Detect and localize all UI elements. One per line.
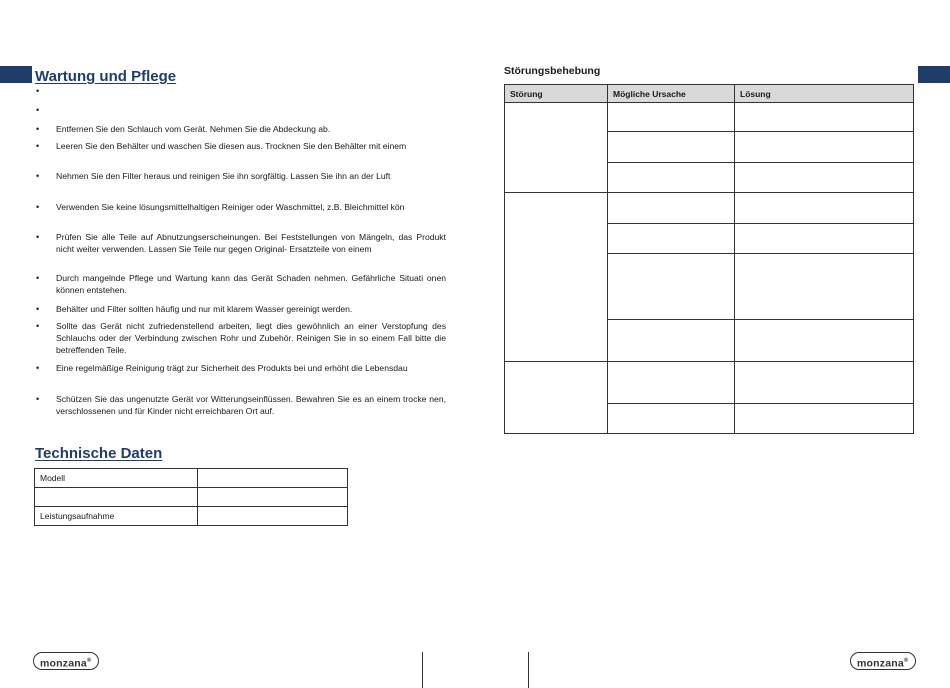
list-item: • Durch mangelnde Pflege und Wartung kann das Gerät Schaden nehmen. Gefährliche Situati onen können entstehen. — [34, 272, 446, 296]
brand-logo-right — [850, 652, 916, 670]
table-cell — [608, 193, 735, 224]
spec-label: Leistungsaufnahme — [35, 507, 198, 526]
list-item: • Leeren Sie den Behälter und waschen Sie diesen aus. Trocknen Sie den Behälter mit einem — [34, 140, 446, 152]
spec-value — [198, 488, 348, 507]
brand-logo-text: monzana — [40, 657, 87, 670]
table-cell — [735, 163, 914, 193]
table-row — [35, 469, 348, 488]
registered-mark: ® — [903, 658, 909, 664]
spec-label — [35, 488, 198, 507]
table-cell — [735, 320, 914, 362]
section-tab-right — [918, 66, 950, 83]
registered-mark: ® — [86, 658, 92, 664]
list-item: • Entfernen Sie den Schlauch vom Gerät. Nehmen Sie die Abdeckung ab. — [34, 123, 446, 135]
table-cell — [608, 362, 735, 404]
table-cell — [608, 224, 735, 254]
list-item: • Verwenden Sie keine lösungsmittelhaltigen Reiniger oder Waschmittel, z.B. Bleichmittel kön — [34, 201, 446, 213]
table-cell — [505, 193, 608, 362]
list-item: • Behälter und Filter sollten häufig und nur mit klarem Wasser gereinigt werden. — [34, 303, 446, 315]
table-row — [505, 362, 914, 404]
column-header: Lösung — [735, 85, 914, 103]
table-cell — [735, 404, 914, 434]
spec-value — [198, 469, 348, 488]
column-header: Mögliche Ursache — [608, 85, 735, 103]
table-row — [505, 103, 914, 132]
maintenance-heading: Wartung und Pflege — [35, 68, 177, 85]
table-cell — [608, 132, 735, 163]
table-cell — [735, 254, 914, 320]
table-row — [35, 507, 348, 526]
page-divider — [528, 652, 529, 688]
troubleshooting-table — [504, 84, 914, 434]
table-cell — [505, 103, 608, 193]
troubleshooting-heading: Störungsbehebung — [504, 65, 601, 77]
table-cell — [608, 254, 735, 320]
table-header-row — [505, 85, 914, 103]
list-item: • Nehmen Sie den Filter heraus und reinigen Sie ihn sorgfältig. Lassen Sie ihn an der Luft — [34, 170, 446, 182]
spec-value — [198, 507, 348, 526]
spec-label: Modell — [35, 469, 198, 488]
page-divider — [422, 652, 423, 688]
brand-logo-left — [33, 652, 99, 670]
table-cell — [608, 320, 735, 362]
table-cell — [735, 193, 914, 224]
table-row — [35, 488, 348, 507]
tech-data-heading: Technische Daten — [35, 445, 163, 462]
list-item: • Prüfen Sie alle Teile auf Abnutzungserscheinungen. Bei Feststellungen von Mängeln, das Produkt nicht weiter verwenden. Lassen Sie Teile nur gegen Original- Ersatzteile von einem — [34, 231, 446, 255]
table-cell — [608, 103, 735, 132]
table-cell — [608, 163, 735, 193]
spec-table — [34, 468, 348, 526]
table-cell — [505, 362, 608, 434]
table-cell — [735, 103, 914, 132]
table-cell — [735, 132, 914, 163]
table-cell — [735, 362, 914, 404]
column-header: Störung — [505, 85, 608, 103]
table-cell — [608, 404, 735, 434]
list-item: • Eine regelmäßige Reinigung trägt zur Sicherheit des Produkts bei und erhöht die Lebensdau — [34, 362, 446, 374]
section-tab-left — [0, 66, 32, 83]
table-cell — [735, 224, 914, 254]
list-item: • Sollte das Gerät nicht zufriedenstellend arbeiten, liegt dies gewöhnlich an einer Verstopfung des Schlauchs oder der Verbindung zwischen Rohr und Zubehör. Reinigen Sie in so einem Fall bitte die betreffenden Teile. — [34, 320, 446, 356]
brand-logo-text: monzana — [857, 657, 904, 670]
table-row — [505, 193, 914, 224]
list-item: • Schützen Sie das ungenutzte Gerät vor Witterungseinflüssen. Bewahren Sie es an einem trocke nen, verschlossenen und für Kinder nicht erreichbaren Ort auf. — [34, 393, 446, 417]
